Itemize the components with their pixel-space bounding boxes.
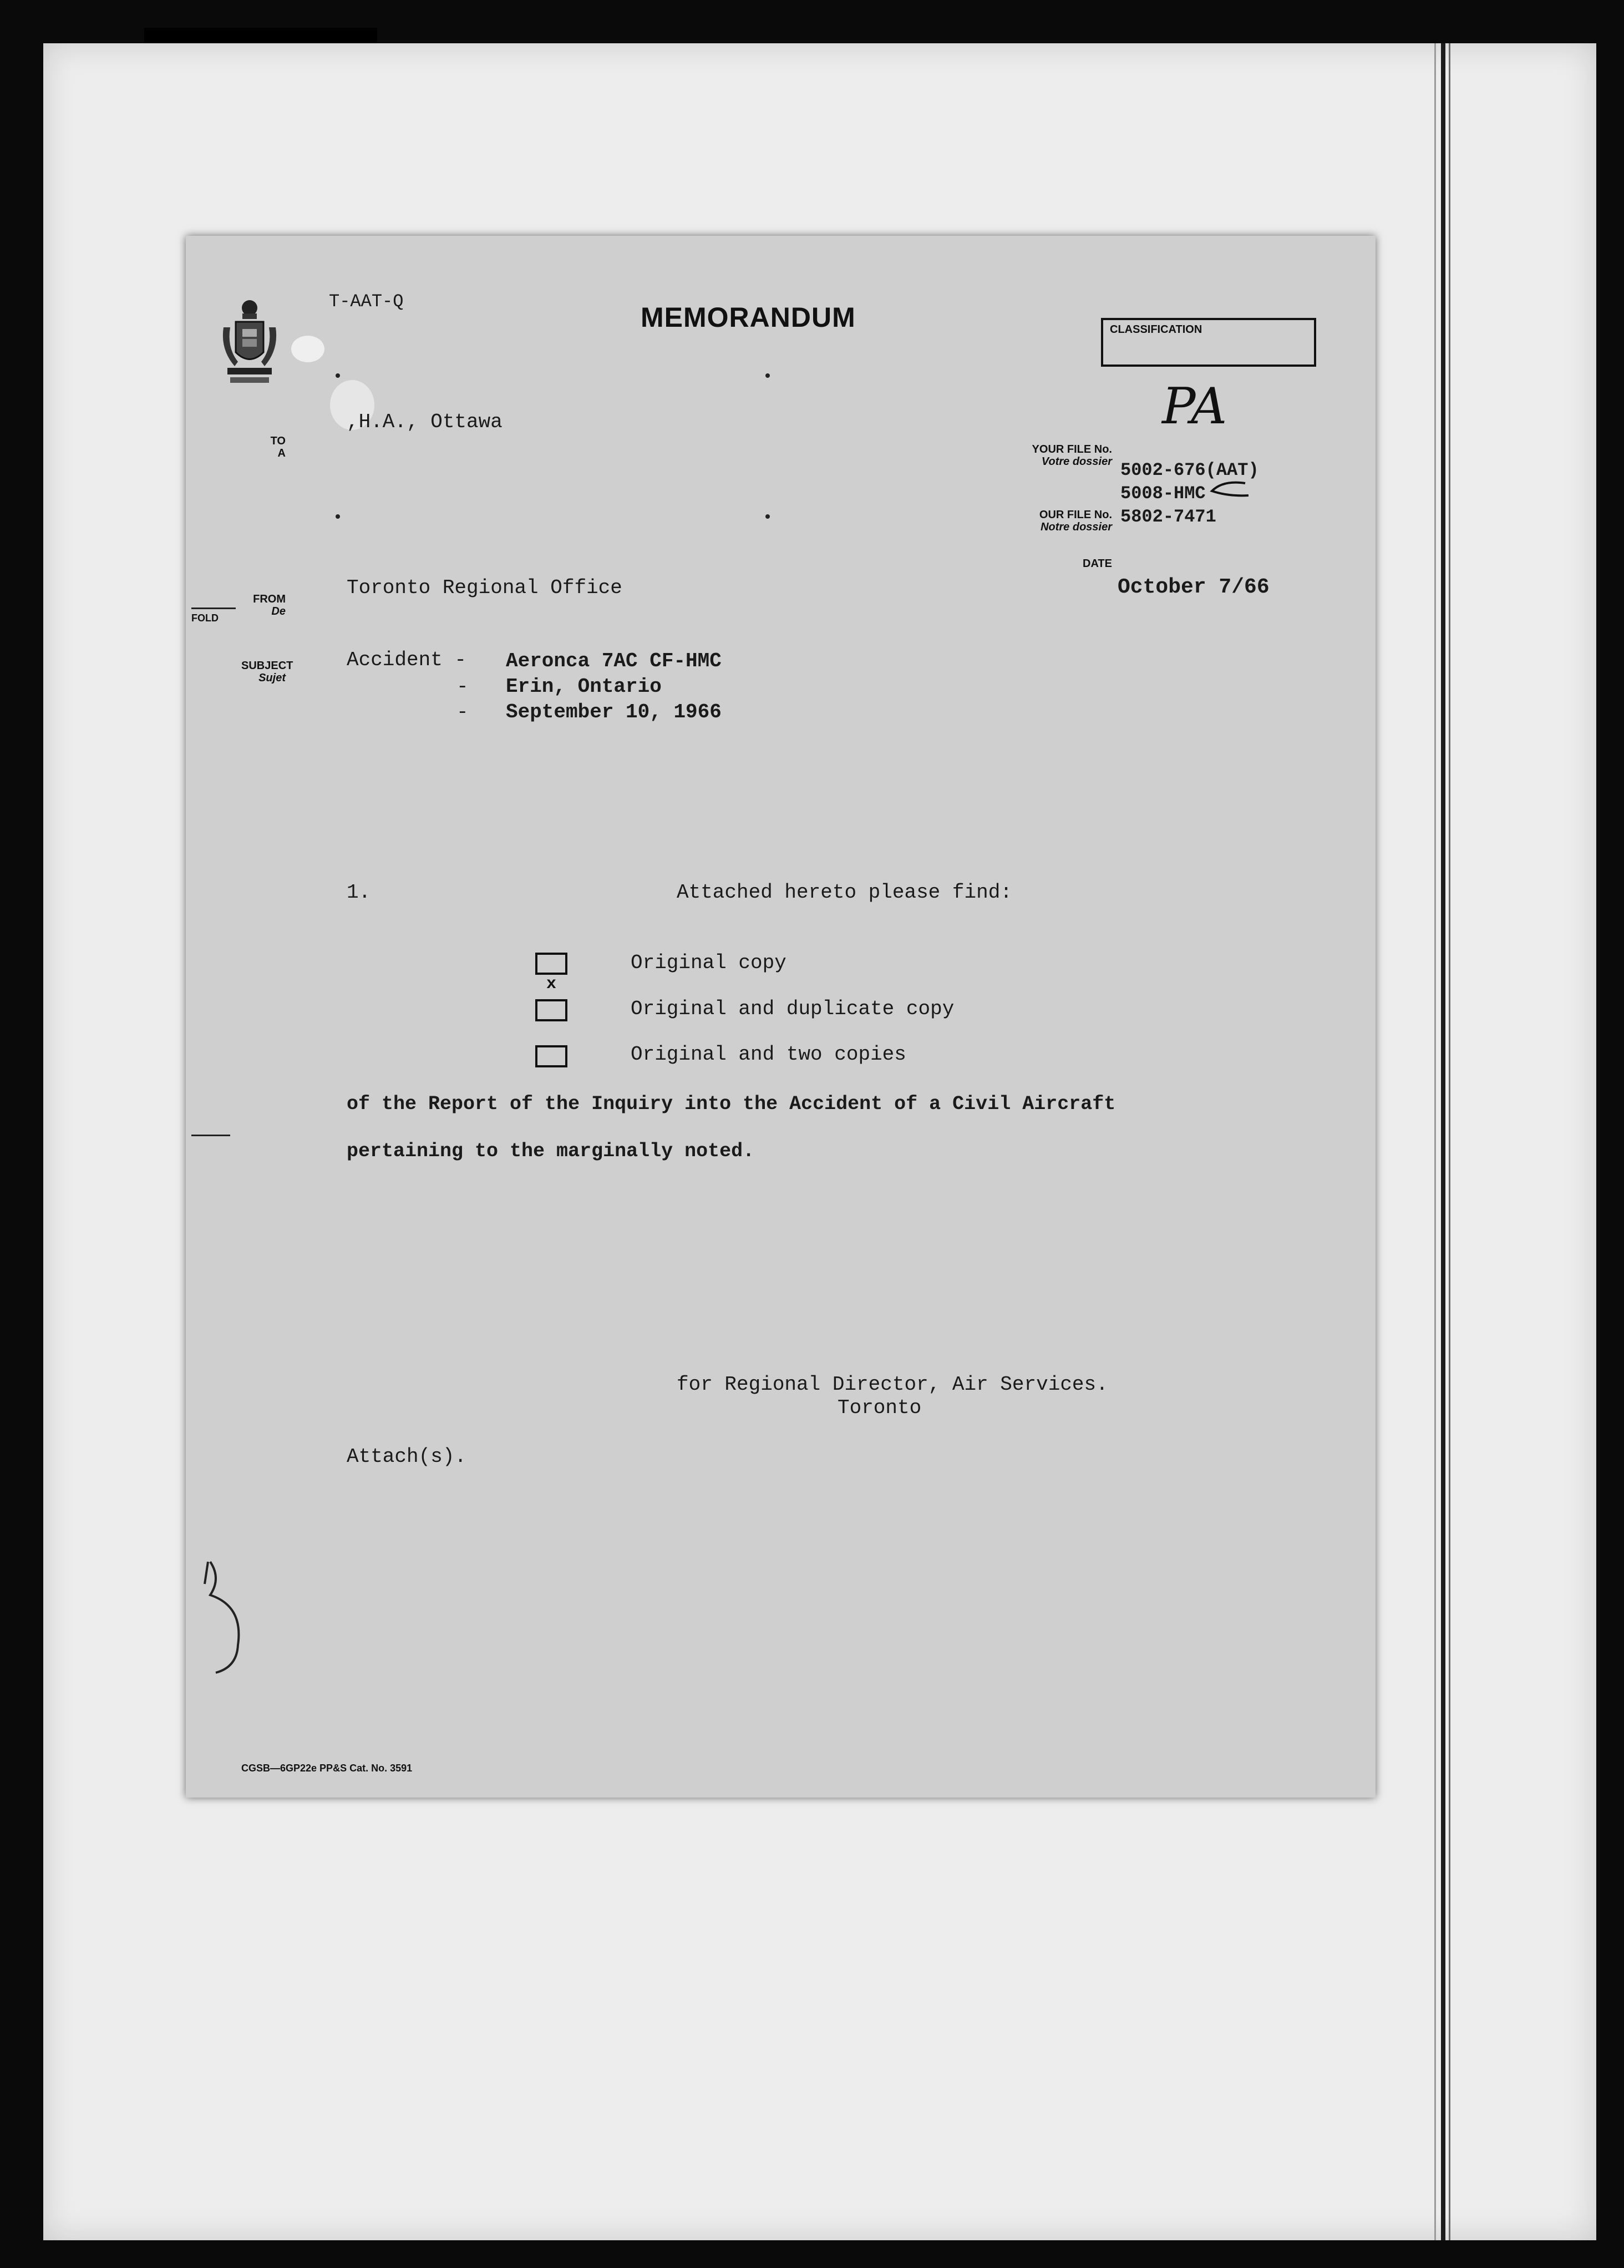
memo-title: MEMORANDUM xyxy=(641,302,856,333)
date-value: October 7/66 xyxy=(1118,575,1270,599)
file-number: 5002-676(AAT) xyxy=(1120,460,1259,480)
punch-dot xyxy=(765,514,770,519)
to-label: TO A xyxy=(270,435,286,459)
subject-line: Aeronca 7AC CF-HMC xyxy=(506,650,722,672)
file-number: 5008-HMC xyxy=(1120,483,1206,504)
file-number: 5802-7471 xyxy=(1120,507,1216,527)
subject-lead: Accident - xyxy=(347,649,467,671)
punch-dot xyxy=(336,514,340,519)
memorandum-sheet xyxy=(186,236,1376,1798)
signature-line: Toronto xyxy=(838,1396,922,1419)
date-label: DATE xyxy=(1083,558,1112,570)
checkbox-original-duplicate xyxy=(535,999,567,1021)
subject-dash: - xyxy=(456,675,469,698)
punch-dot xyxy=(765,373,770,378)
subject-line: September 10, 1966 xyxy=(506,701,722,723)
from-value: Toronto Regional Office xyxy=(347,576,622,599)
checkbox-mark: x xyxy=(546,975,556,994)
fold-line xyxy=(191,608,236,609)
your-file-label: YOUR FILE No. Votre dossier xyxy=(1032,443,1112,468)
paragraph-intro: Attached hereto please find: xyxy=(677,881,1012,904)
body-line: pertaining to the marginally noted. xyxy=(347,1140,755,1162)
reference-code: T-AAT-Q xyxy=(329,291,404,312)
option-label: Original and two copies xyxy=(631,1043,906,1066)
subject-lines xyxy=(506,649,722,725)
paragraph-number: 1. xyxy=(347,881,371,904)
attachments-note: Attach(s). xyxy=(347,1445,467,1468)
our-file-label: OUR FILE No. Notre dossier xyxy=(1039,509,1112,533)
your-file-handwritten: PA xyxy=(1162,377,1227,436)
board-edge-line xyxy=(1434,43,1436,2240)
signature-line: for Regional Director, Air Services. xyxy=(677,1373,1108,1396)
classification-box xyxy=(1101,318,1316,367)
to-value: ,H.A., Ottawa xyxy=(347,411,503,433)
option-label: Original copy xyxy=(631,951,786,974)
form-footer: CGSB—6GP22e PP&S Cat. No. 3591 xyxy=(241,1763,413,1774)
paper-damage xyxy=(291,336,324,362)
subject-dash: - xyxy=(456,701,469,723)
board-edge-line xyxy=(1441,43,1445,2240)
handwritten-tick xyxy=(1206,480,1251,502)
board-edge-line xyxy=(1449,43,1450,2240)
subject-line: Erin, Ontario xyxy=(506,675,662,698)
handwritten-margin-mark xyxy=(186,1556,252,1684)
fold-label: FOLD xyxy=(191,612,219,624)
subject-label: SUBJECT Sujet xyxy=(241,660,293,684)
margin-mark xyxy=(191,1135,230,1136)
body-line: of the Report of the Inquiry into the Accident of a Civil Aircraft xyxy=(347,1093,1116,1115)
punch-dot xyxy=(336,373,340,378)
checkbox-original-two-copies xyxy=(535,1045,567,1067)
from-label: FROM De xyxy=(253,593,286,617)
option-label: Original and duplicate copy xyxy=(631,998,955,1020)
classification-label: CLASSIFICATION xyxy=(1110,323,1202,336)
coat-of-arms-icon xyxy=(219,297,280,391)
checkbox-original-copy xyxy=(535,953,567,994)
